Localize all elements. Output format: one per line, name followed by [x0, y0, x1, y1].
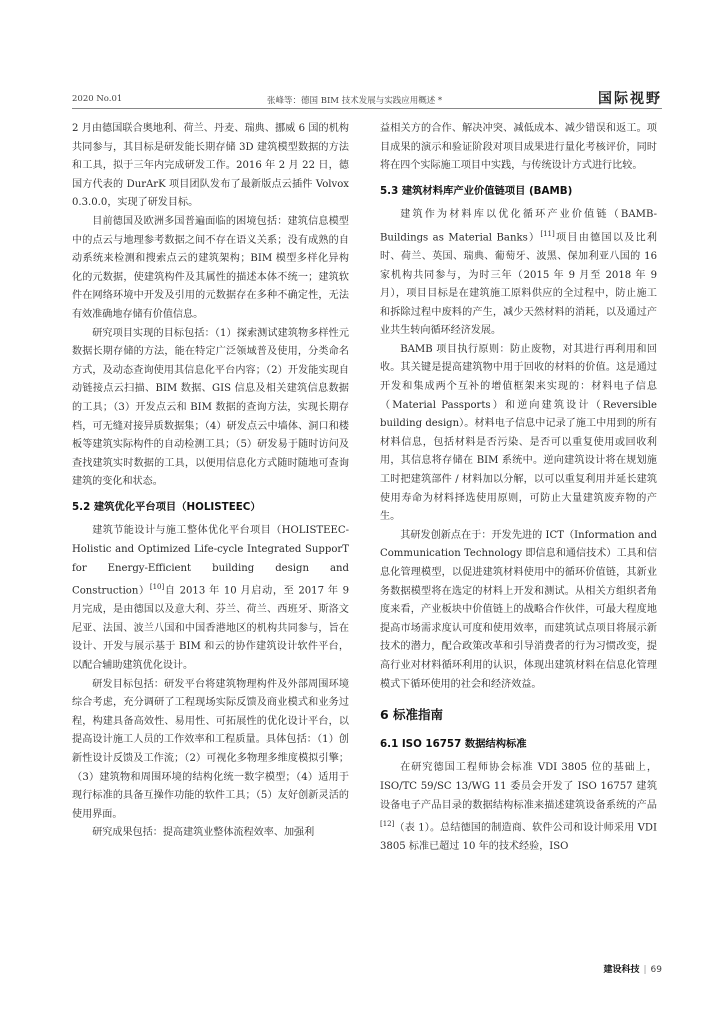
page-number: 69 [650, 965, 662, 975]
citation-ref: [10] [149, 583, 165, 592]
paragraph-text: 建筑节能设计与施工整体优化平台项目（HOLISTEEC-Holistic and Optimized Life-cycle Integrated SupporT for Energy-Efficient building design and Construction） [72, 525, 349, 597]
footer-separator: | [643, 965, 647, 975]
footer-info [603, 962, 662, 975]
paragraph: 研发目标包括：研发平台将建筑物理构件及外部周围环境综合考虑，充分调研了工程现场实际反馈及商业模式和业务过程，构建具备高效性、易用性、可拓展性的优化设计平台，以提高设计施工人员的工作效率和工程质量。具体包括：（1）创新性设计反馈及工作流；（2）可视化多物理多维度模拟引擎；（3）建筑物和周围环境的结构化统一数字模型；（4）适用于现行标准的具备互操作功能的软件工具；（5）友好创新灵活的使用界面。 [72, 678, 349, 820]
section-heading-5-3: 5.3 建筑材料库产业价值链项目 (BAMB) [380, 184, 573, 197]
paragraph: 目前德国及欧洲多国普遍面临的困境包括：建筑信息模型中的点云与地理参考数据之间不存在语义关系；没有成熟的自动系统来检测和搜索点云的建筑架构；BIM 模型多样化异构化的元数据，使建筑构件及其属性的描述本体不统一；建筑软件在网络环境中开发及引用的元数据存在多种不确定性，无法有效准确地存储有价值信息。 [72, 215, 349, 320]
page-footer [72, 958, 662, 978]
journal-name: 建设科技 [603, 965, 640, 975]
paragraph [380, 206, 657, 341]
issue-number: 2020 No.01 [72, 94, 123, 104]
left-column [72, 120, 349, 843]
paragraph: 其研发创新点在于：开发先进的 ICT（Information and Communication Technology 即信息和通信技术）工具和信息化管理模型，以促进建筑材料使用中的循环价值链，其新业务数据模型将在选定的材料上开发和测试。从相关方组织者角度来看，产业板块中价值链上的战略合作伙伴，可最大程度地提高市场需求度认可度和使用效率，而建筑试点项目将展示新技术的潜力，配合政策改革和引导消费者的行为习惯改变，提高行业对材料循环利用的认识，体现出建筑材料在信息化管理模式下循环使用的社会和经济效益。 [380, 529, 657, 690]
paragraph-text: 建筑作为材料库以优化循环产业价值链（BAMB-Buildings as Material Banks） [380, 209, 657, 244]
page-header [72, 88, 662, 109]
section-heading-6-1: 6.1 ISO 16757 数据结构标准 [380, 737, 527, 750]
paragraph [72, 522, 349, 675]
paragraph: 益相关方的合作、解决冲突、减低成本、减少错误和返工。项目成果的演示和验证阶段对项目成果进行量化考核评价，同时将在四个实际施工项目中实践，与传统设计方式进行比较。 [380, 123, 657, 172]
section-heading-6: 6 标准指南 [380, 707, 444, 723]
paragraph-text: 项目由德国以及比利时、荷兰、英国、瑞典、葡萄牙、波黑、保加利亚八国的 16 家机构共同参与，为时三年（2015 年 9 月至 2018 年 9 月），项目目标是在建筑施工原料供应的全过程中，防止施工和拆除过程中废料的产生，减少天然材料的消耗，以及通过产业共生转向循环经济发展。 [380, 232, 657, 337]
paragraph-text: 自 2013 年 10 月启动，至 2017 年 9 月完成，是由德国以及意大利、芬兰、荷兰、西班牙、斯洛文尼亚、法国、波兰八国和中国香港地区的机构共同参与，旨在设计、开发与展示基于 BIM 和云的协作建筑设计软件平台，以配合辅助建筑优化设计。 [72, 585, 349, 671]
paragraph: 研究成果包括：提高建筑业整体流程效率、加强利 [92, 827, 315, 839]
paragraph [380, 759, 657, 856]
citation-ref: [12] [380, 820, 395, 829]
paragraph: BAMB 项目执行原则：防止废物，对其进行再利用和回收。其关键是提高建筑物中用于回收的材料的价值。这是通过开发和集成两个互补的增值框架来实现的：材料电子信息（Material Passports）和逆向建筑设计（Reversible building design）。材料电子信息中记录了施工中用到的所有材料信息，包括材料是否污染、是否可以重复使用或回收利用，其信息将存储在 BIM 系统中。逆向建筑设计将在规划施工时把建筑部件 / 材料加以分解，以可以重复利用并延长建筑使用寿命为材料择选使用原则，可防止大量建筑废弃物的产生。 [380, 343, 657, 523]
citation-ref: [11] [540, 229, 555, 238]
paragraph-text: 在研究德国工程师协会标准 VDI 3805 位的基础上，ISO/TC 59/SC 13/WG 11 委员会开发了 ISO 16757 建筑设备电子产品目录的数据结构标准来描述建筑设备系统的产品 [380, 762, 657, 811]
right-column [380, 120, 657, 857]
paragraph: 2 月由德国联合奥地利、荷兰、丹麦、瑞典、挪威 6 国的机构共同参与，其目标是研发能长期存储 3D 建筑模型数据的方法和工具，拟于三年内完成研发工作。2016 年 2 月 22 日，德国方代表的 DurArK 项目团队发布了最新版点云插件 Volvox 0.3.0.0，实现了研发目标。 [72, 123, 349, 209]
section-heading-5-2: 5.2 建筑优化平台项目（HOLISTEEC） [72, 500, 261, 513]
section-title: 国际视野 [598, 91, 662, 107]
paragraph: 研究项目实现的目标包括：（1）探索测试建筑物多样性元数据长期存储的方法，能在特定广泛领域普及使用，分类命名方式，及动态查询使用其信息化平台内容；（2）开发能实现自动链接点云扫描、BIM 数据、GIS 信息及相关建筑信息数据的工具；（3）开发点云和 BIM 数据的查询方法，实现长期存档，可无缝对接异质数据集；（4）研发点云中墙体、洞口和楼板等建筑实际构件的自动检测工具；（5）研发易于随时访问及查找建筑实时数据的工具，以便用信息化方式随时随地可查询建筑的变化和状态。 [72, 327, 349, 488]
running-title: 张峰等：德国 BIM 技术发展与实践应用概述 * [267, 96, 443, 106]
paragraph-text: （表 1）。总结德国的制造商、软件公司和设计师采用 VDI 3805 标准已超过 10 年的技术经验，ISO [380, 822, 657, 853]
